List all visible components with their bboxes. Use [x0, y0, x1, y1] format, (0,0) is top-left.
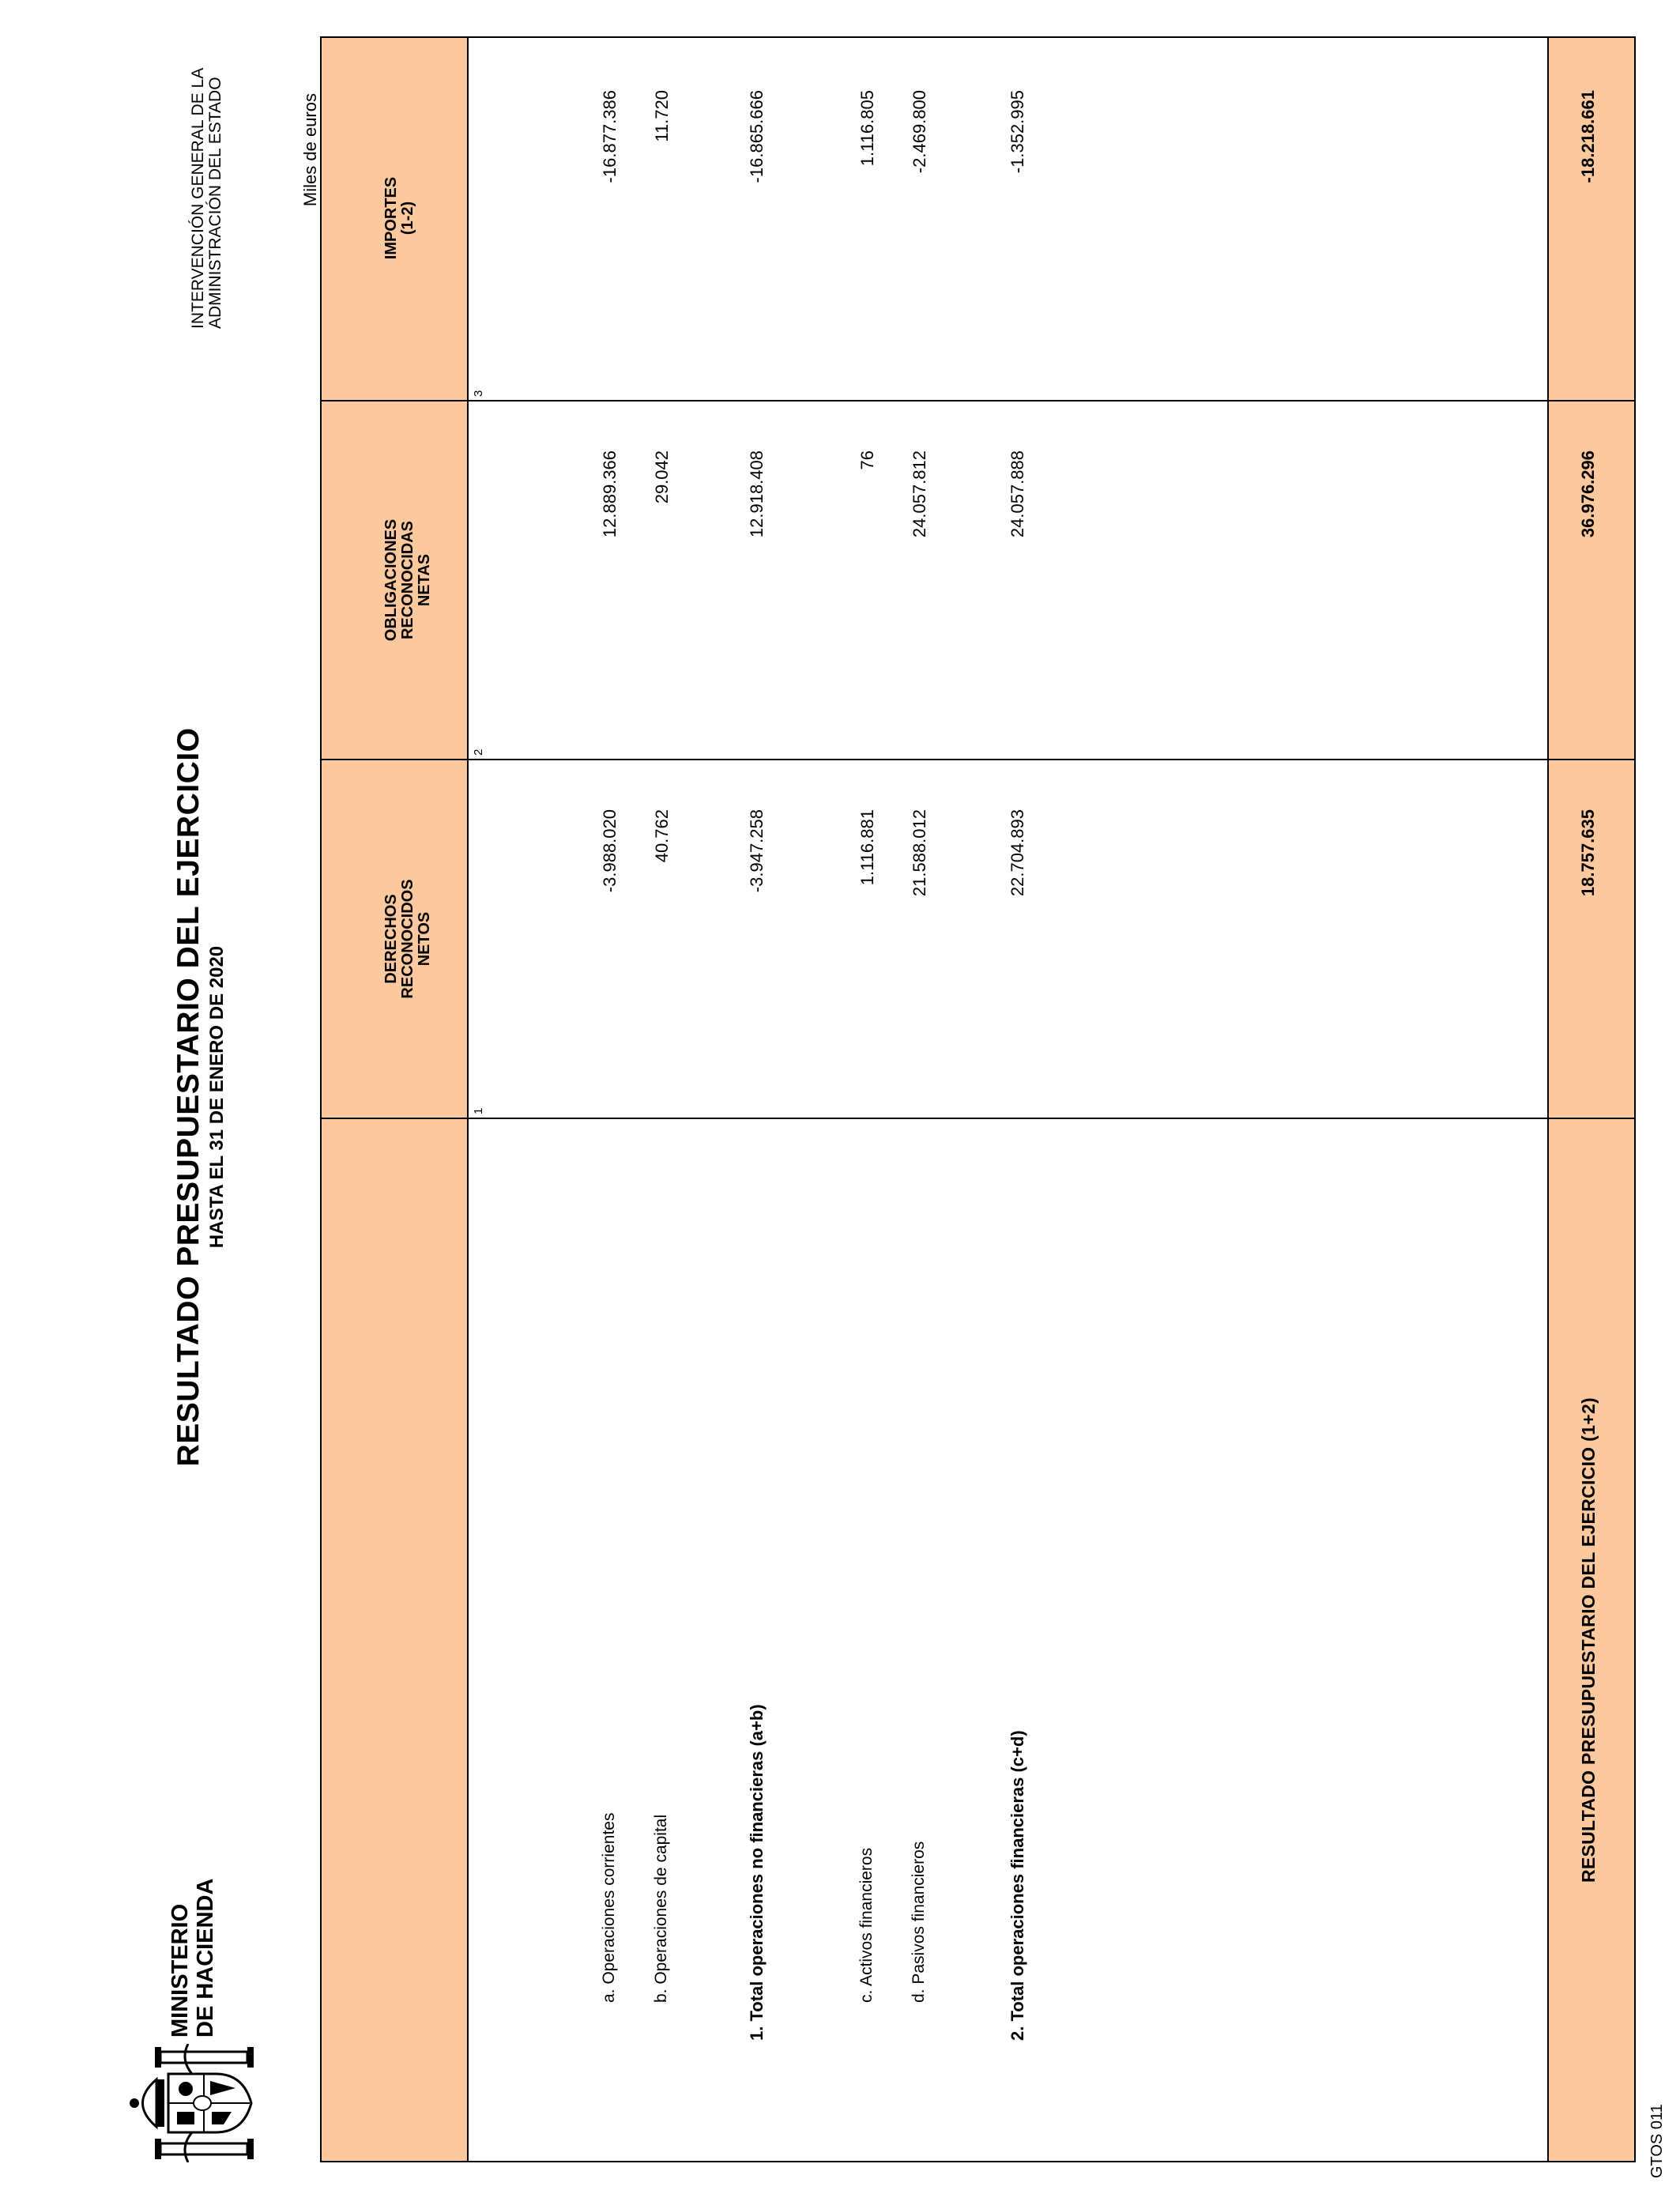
row-label: d. Pasivos financieros [910, 1841, 928, 2003]
cell-derechos: -3.947.258 [747, 809, 767, 893]
cell-obligaciones: 12.918.408 [747, 450, 767, 538]
column-header-obligaciones [383, 401, 433, 759]
ministry-line-1: MINISTERIO [168, 1903, 193, 2038]
row-label: a. Operaciones corrientes [600, 1812, 618, 2003]
total-divider [1547, 38, 1549, 2161]
total-derechos: 18.757.635 [1578, 809, 1598, 897]
ige-name [190, 68, 224, 329]
total-label: RESULTADO PRESUPUESTARIO DEL EJERCICIO (1+2) [1578, 1397, 1599, 1883]
cell-derechos: 21.588.012 [910, 809, 929, 897]
column-header-line: OBLIGACIONES [382, 518, 400, 642]
cell-derechos: 1.116.881 [857, 809, 877, 886]
cell-importes: 1.116.805 [857, 90, 877, 167]
column-number-3: 3 [472, 390, 485, 397]
column-number-1: 1 [472, 1107, 485, 1114]
row-label: c. Activos financieros [857, 1847, 876, 2003]
column-divider-3 [322, 400, 1634, 401]
cell-importes: -1.352.995 [1008, 90, 1027, 174]
page-title: RESULTADO PRESUPUESTARIO DEL EJERCICIO [171, 727, 205, 1467]
ige-line-2: ADMINISTRACIÓN DEL ESTADO [206, 77, 224, 329]
column-header-importes [383, 36, 416, 400]
unit-label: Miles de euros [300, 93, 320, 207]
cell-obligaciones: 29.042 [652, 450, 672, 504]
cell-importes: 11.720 [652, 90, 672, 142]
row-label: b. Operaciones de capital [652, 1814, 670, 2003]
form-code: GTOS 011 [1648, 2104, 1666, 2178]
column-header-line: (1-2) [399, 201, 416, 236]
column-header-line: IMPORTES [382, 176, 400, 260]
column-header-line: NETAS [416, 553, 433, 607]
cell-derechos: 40.762 [652, 809, 672, 863]
cell-obligaciones: 24.057.812 [910, 450, 929, 538]
column-header-line: NETOS [416, 911, 433, 967]
cell-derechos: -3.988.020 [600, 809, 620, 893]
ige-line-1: INTERVENCIÓN GENERAL DE LA [189, 67, 207, 329]
cell-importes: -16.877.386 [600, 90, 620, 183]
column-number-2: 2 [472, 748, 485, 756]
ministry-line-2: DE HACIENDA [193, 1878, 218, 2038]
total-importes: -18.218.661 [1578, 90, 1598, 183]
page-subtitle: HASTA EL 31 DE ENERO DE 2020 [206, 945, 228, 1249]
total-obligaciones: 36.976.296 [1578, 450, 1598, 538]
column-header-line: RECONOCIDOS [399, 879, 416, 999]
row-label-subtotal: 2. Total operaciones financieras (c+d) [1008, 1730, 1027, 2041]
column-header-derechos [383, 760, 433, 1118]
row-label-subtotal: 1. Total operaciones no financieras (a+b) [747, 1704, 767, 2041]
cell-importes: -16.865.666 [747, 90, 767, 183]
cell-importes: -2.469.800 [910, 90, 929, 174]
header-divider [467, 38, 469, 2161]
column-header-line: RECONOCIDAS [399, 521, 416, 640]
column-divider-2 [322, 759, 1634, 760]
column-divider-1 [322, 1118, 1634, 1119]
budget-result-table [320, 36, 1636, 2162]
cell-obligaciones: 24.057.888 [1008, 450, 1027, 538]
cell-derechos: 22.704.893 [1008, 809, 1027, 897]
column-header-line: DERECHOS [382, 894, 400, 984]
cell-obligaciones: 12.889.366 [600, 450, 620, 538]
cell-obligaciones: 76 [857, 450, 877, 470]
